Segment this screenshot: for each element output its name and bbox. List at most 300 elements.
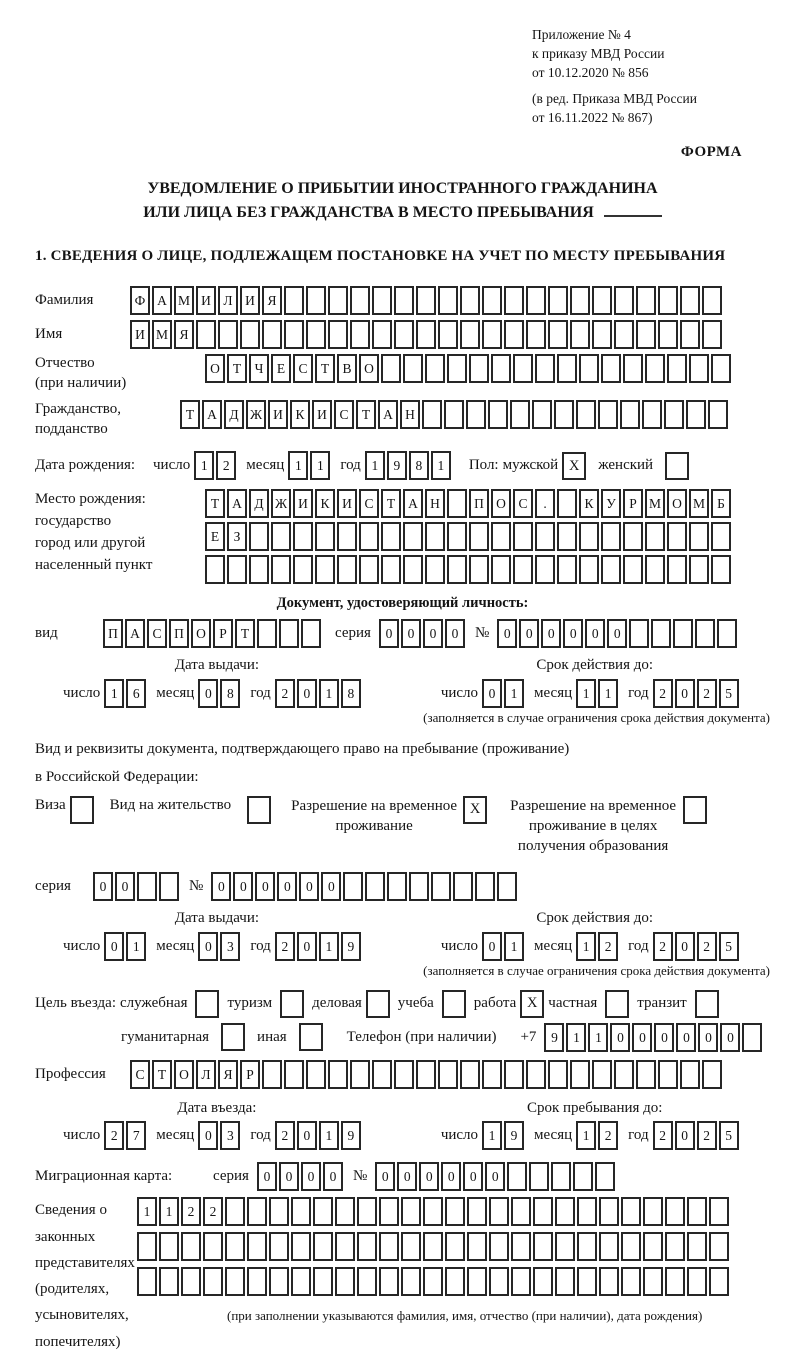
- char-cell[interactable]: [394, 320, 414, 349]
- char-cell[interactable]: [482, 1060, 502, 1089]
- char-cell[interactable]: [551, 1162, 571, 1191]
- char-cell[interactable]: Л: [218, 286, 238, 315]
- char-cell[interactable]: [269, 1267, 289, 1296]
- char-cell[interactable]: [357, 1232, 377, 1261]
- char-cell[interactable]: [225, 1232, 245, 1261]
- char-cell[interactable]: [460, 1060, 480, 1089]
- char-cell[interactable]: [438, 286, 458, 315]
- char-cell[interactable]: 0: [675, 932, 695, 961]
- char-cell[interactable]: [557, 555, 577, 584]
- char-cell[interactable]: [328, 1060, 348, 1089]
- char-cell[interactable]: [614, 320, 634, 349]
- char-cell[interactable]: [614, 286, 634, 315]
- char-cell[interactable]: О: [191, 619, 211, 648]
- char-cell[interactable]: [269, 1197, 289, 1226]
- char-cell[interactable]: [225, 1197, 245, 1226]
- char-cell[interactable]: [642, 400, 662, 429]
- char-cell[interactable]: [460, 320, 480, 349]
- char-cell[interactable]: [513, 555, 533, 584]
- char-cell[interactable]: [533, 1232, 553, 1261]
- char-cell[interactable]: 1: [194, 451, 214, 480]
- char-cell[interactable]: [328, 286, 348, 315]
- purpose-other-checkbox[interactable]: [299, 1023, 323, 1051]
- char-cell[interactable]: 0: [104, 932, 124, 961]
- char-cell[interactable]: [269, 1232, 289, 1261]
- char-cell[interactable]: [357, 1197, 377, 1226]
- char-cell[interactable]: [137, 872, 157, 901]
- char-cell[interactable]: О: [491, 489, 511, 518]
- char-cell[interactable]: 0: [607, 619, 627, 648]
- char-cell[interactable]: [159, 1267, 179, 1296]
- char-cell[interactable]: [489, 1267, 509, 1296]
- char-cell[interactable]: Р: [213, 619, 233, 648]
- char-cell[interactable]: И: [293, 489, 313, 518]
- char-cell[interactable]: [445, 1232, 465, 1261]
- char-cell[interactable]: Н: [425, 489, 445, 518]
- char-cell[interactable]: Ф: [130, 286, 150, 315]
- char-cell[interactable]: [271, 555, 291, 584]
- char-cell[interactable]: И: [240, 286, 260, 315]
- char-cell[interactable]: 1: [288, 451, 308, 480]
- char-cell[interactable]: У: [601, 489, 621, 518]
- char-cell[interactable]: [601, 522, 621, 551]
- char-cell[interactable]: З: [227, 522, 247, 551]
- char-cell[interactable]: Д: [249, 489, 269, 518]
- char-cell[interactable]: [687, 1197, 707, 1226]
- char-cell[interactable]: [445, 1197, 465, 1226]
- char-cell[interactable]: [504, 286, 524, 315]
- char-cell[interactable]: 3: [220, 1121, 240, 1150]
- char-cell[interactable]: 2: [275, 932, 295, 961]
- char-cell[interactable]: 1: [159, 1197, 179, 1226]
- char-cell[interactable]: [257, 619, 277, 648]
- char-cell[interactable]: 0: [401, 619, 421, 648]
- char-cell[interactable]: С: [513, 489, 533, 518]
- char-cell[interactable]: [570, 320, 590, 349]
- char-cell[interactable]: Б: [711, 489, 731, 518]
- char-cell[interactable]: [403, 354, 423, 383]
- char-cell[interactable]: [573, 1162, 593, 1191]
- purpose-business-checkbox[interactable]: [366, 990, 390, 1018]
- char-cell[interactable]: [227, 555, 247, 584]
- char-cell[interactable]: 0: [445, 619, 465, 648]
- char-cell[interactable]: [203, 1267, 223, 1296]
- char-cell[interactable]: 0: [255, 872, 275, 901]
- char-cell[interactable]: [555, 1232, 575, 1261]
- char-cell[interactable]: 5: [719, 1121, 739, 1150]
- char-cell[interactable]: [510, 400, 530, 429]
- purpose-official-checkbox[interactable]: [195, 990, 219, 1018]
- char-cell[interactable]: 3: [220, 932, 240, 961]
- char-cell[interactable]: [271, 522, 291, 551]
- char-cell[interactable]: [293, 555, 313, 584]
- char-cell[interactable]: [548, 320, 568, 349]
- char-cell[interactable]: [425, 555, 445, 584]
- char-cell[interactable]: [447, 522, 467, 551]
- char-cell[interactable]: [284, 320, 304, 349]
- char-cell[interactable]: И: [312, 400, 332, 429]
- char-cell[interactable]: [535, 555, 555, 584]
- char-cell[interactable]: [447, 354, 467, 383]
- char-cell[interactable]: [467, 1232, 487, 1261]
- char-cell[interactable]: [293, 522, 313, 551]
- char-cell[interactable]: [621, 1197, 641, 1226]
- char-cell[interactable]: 0: [482, 679, 502, 708]
- char-cell[interactable]: [489, 1232, 509, 1261]
- char-cell[interactable]: Т: [205, 489, 225, 518]
- char-cell[interactable]: 1: [137, 1197, 157, 1226]
- char-cell[interactable]: [623, 354, 643, 383]
- char-cell[interactable]: [335, 1232, 355, 1261]
- char-cell[interactable]: [680, 286, 700, 315]
- temp-residence-education-checkbox[interactable]: [683, 796, 707, 824]
- char-cell[interactable]: 1: [576, 1121, 596, 1150]
- char-cell[interactable]: [664, 400, 684, 429]
- char-cell[interactable]: 1: [576, 932, 596, 961]
- char-cell[interactable]: [686, 400, 706, 429]
- purpose-transit-checkbox[interactable]: [695, 990, 719, 1018]
- char-cell[interactable]: 5: [719, 679, 739, 708]
- char-cell[interactable]: [475, 872, 495, 901]
- char-cell[interactable]: 1: [482, 1121, 502, 1150]
- char-cell[interactable]: [629, 619, 649, 648]
- char-cell[interactable]: 0: [211, 872, 231, 901]
- char-cell[interactable]: М: [689, 489, 709, 518]
- char-cell[interactable]: [438, 1060, 458, 1089]
- char-cell[interactable]: [526, 1060, 546, 1089]
- char-cell[interactable]: Ж: [246, 400, 266, 429]
- char-cell[interactable]: 0: [610, 1023, 630, 1052]
- char-cell[interactable]: [579, 522, 599, 551]
- char-cell[interactable]: 1: [504, 679, 524, 708]
- char-cell[interactable]: [658, 286, 678, 315]
- char-cell[interactable]: 2: [653, 932, 673, 961]
- char-cell[interactable]: [218, 320, 238, 349]
- char-cell[interactable]: [350, 1060, 370, 1089]
- char-cell[interactable]: [249, 555, 269, 584]
- char-cell[interactable]: [337, 555, 357, 584]
- char-cell[interactable]: [689, 555, 709, 584]
- char-cell[interactable]: [372, 1060, 392, 1089]
- char-cell[interactable]: П: [169, 619, 189, 648]
- char-cell[interactable]: М: [152, 320, 172, 349]
- char-cell[interactable]: А: [227, 489, 247, 518]
- char-cell[interactable]: [599, 1232, 619, 1261]
- char-cell[interactable]: 2: [697, 1121, 717, 1150]
- char-cell[interactable]: [623, 555, 643, 584]
- char-cell[interactable]: [381, 522, 401, 551]
- char-cell[interactable]: [445, 1267, 465, 1296]
- char-cell[interactable]: [401, 1267, 421, 1296]
- char-cell[interactable]: [438, 320, 458, 349]
- char-cell[interactable]: [247, 1197, 267, 1226]
- char-cell[interactable]: 0: [441, 1162, 461, 1191]
- char-cell[interactable]: [403, 522, 423, 551]
- char-cell[interactable]: С: [293, 354, 313, 383]
- char-cell[interactable]: 1: [504, 932, 524, 961]
- char-cell[interactable]: Т: [152, 1060, 172, 1089]
- char-cell[interactable]: Д: [224, 400, 244, 429]
- char-cell[interactable]: 0: [397, 1162, 417, 1191]
- char-cell[interactable]: 0: [485, 1162, 505, 1191]
- char-cell[interactable]: [643, 1232, 663, 1261]
- char-cell[interactable]: 0: [233, 872, 253, 901]
- char-cell[interactable]: [645, 555, 665, 584]
- char-cell[interactable]: [592, 286, 612, 315]
- char-cell[interactable]: [636, 320, 656, 349]
- char-cell[interactable]: О: [174, 1060, 194, 1089]
- char-cell[interactable]: [513, 522, 533, 551]
- char-cell[interactable]: [467, 1267, 487, 1296]
- char-cell[interactable]: 2: [275, 679, 295, 708]
- char-cell[interactable]: [665, 1232, 685, 1261]
- char-cell[interactable]: Ж: [271, 489, 291, 518]
- char-cell[interactable]: [645, 522, 665, 551]
- char-cell[interactable]: 9: [387, 451, 407, 480]
- char-cell[interactable]: 0: [323, 1162, 343, 1191]
- char-cell[interactable]: [359, 555, 379, 584]
- char-cell[interactable]: 0: [279, 1162, 299, 1191]
- char-cell[interactable]: С: [359, 489, 379, 518]
- char-cell[interactable]: [658, 1060, 678, 1089]
- char-cell[interactable]: [387, 872, 407, 901]
- char-cell[interactable]: [491, 522, 511, 551]
- char-cell[interactable]: [357, 1267, 377, 1296]
- char-cell[interactable]: К: [290, 400, 310, 429]
- char-cell[interactable]: [394, 1060, 414, 1089]
- char-cell[interactable]: 1: [598, 679, 618, 708]
- char-cell[interactable]: [247, 1267, 267, 1296]
- purpose-work-checkbox[interactable]: X: [520, 990, 544, 1018]
- char-cell[interactable]: О: [205, 354, 225, 383]
- char-cell[interactable]: [401, 1197, 421, 1226]
- char-cell[interactable]: [159, 1232, 179, 1261]
- char-cell[interactable]: 1: [566, 1023, 586, 1052]
- char-cell[interactable]: 2: [216, 451, 236, 480]
- char-cell[interactable]: 8: [220, 679, 240, 708]
- residence-permit-checkbox[interactable]: [247, 796, 271, 824]
- char-cell[interactable]: [711, 555, 731, 584]
- char-cell[interactable]: П: [469, 489, 489, 518]
- char-cell[interactable]: [665, 1267, 685, 1296]
- char-cell[interactable]: [181, 1232, 201, 1261]
- char-cell[interactable]: 2: [598, 1121, 618, 1150]
- char-cell[interactable]: [535, 522, 555, 551]
- char-cell[interactable]: [425, 522, 445, 551]
- char-cell[interactable]: [453, 872, 473, 901]
- char-cell[interactable]: 0: [299, 872, 319, 901]
- char-cell[interactable]: [262, 320, 282, 349]
- char-cell[interactable]: [313, 1267, 333, 1296]
- char-cell[interactable]: [504, 320, 524, 349]
- char-cell[interactable]: [592, 1060, 612, 1089]
- char-cell[interactable]: [137, 1267, 157, 1296]
- char-cell[interactable]: [409, 872, 429, 901]
- char-cell[interactable]: [447, 489, 467, 518]
- char-cell[interactable]: 0: [115, 872, 135, 901]
- char-cell[interactable]: [379, 1232, 399, 1261]
- char-cell[interactable]: 2: [598, 932, 618, 961]
- char-cell[interactable]: [577, 1232, 597, 1261]
- char-cell[interactable]: [335, 1197, 355, 1226]
- char-cell[interactable]: [315, 555, 335, 584]
- char-cell[interactable]: [533, 1197, 553, 1226]
- char-cell[interactable]: [513, 354, 533, 383]
- char-cell[interactable]: [695, 619, 715, 648]
- char-cell[interactable]: И: [196, 286, 216, 315]
- char-cell[interactable]: [643, 1197, 663, 1226]
- char-cell[interactable]: [687, 1267, 707, 1296]
- char-cell[interactable]: [526, 320, 546, 349]
- char-cell[interactable]: [225, 1267, 245, 1296]
- char-cell[interactable]: 0: [519, 619, 539, 648]
- char-cell[interactable]: [579, 354, 599, 383]
- char-cell[interactable]: 0: [419, 1162, 439, 1191]
- char-cell[interactable]: [601, 555, 621, 584]
- char-cell[interactable]: .: [535, 489, 555, 518]
- char-cell[interactable]: [689, 354, 709, 383]
- char-cell[interactable]: [423, 1197, 443, 1226]
- char-cell[interactable]: [709, 1232, 729, 1261]
- char-cell[interactable]: Т: [235, 619, 255, 648]
- char-cell[interactable]: [667, 555, 687, 584]
- char-cell[interactable]: [598, 400, 618, 429]
- char-cell[interactable]: 2: [697, 679, 717, 708]
- char-cell[interactable]: [689, 522, 709, 551]
- char-cell[interactable]: К: [315, 489, 335, 518]
- char-cell[interactable]: [313, 1232, 333, 1261]
- char-cell[interactable]: [717, 619, 737, 648]
- char-cell[interactable]: [673, 619, 693, 648]
- char-cell[interactable]: [504, 1060, 524, 1089]
- char-cell[interactable]: [306, 1060, 326, 1089]
- char-cell[interactable]: О: [359, 354, 379, 383]
- char-cell[interactable]: [350, 286, 370, 315]
- char-cell[interactable]: 0: [277, 872, 297, 901]
- char-cell[interactable]: 7: [126, 1121, 146, 1150]
- char-cell[interactable]: 0: [654, 1023, 674, 1052]
- visa-checkbox[interactable]: [70, 796, 94, 824]
- char-cell[interactable]: [529, 1162, 549, 1191]
- char-cell[interactable]: [425, 354, 445, 383]
- char-cell[interactable]: [620, 400, 640, 429]
- char-cell[interactable]: [196, 320, 216, 349]
- char-cell[interactable]: Т: [381, 489, 401, 518]
- char-cell[interactable]: [423, 1267, 443, 1296]
- char-cell[interactable]: [711, 522, 731, 551]
- gender-male-checkbox[interactable]: X: [562, 452, 586, 480]
- char-cell[interactable]: 0: [675, 679, 695, 708]
- char-cell[interactable]: 1: [431, 451, 451, 480]
- char-cell[interactable]: 0: [463, 1162, 483, 1191]
- char-cell[interactable]: 0: [321, 872, 341, 901]
- char-cell[interactable]: 0: [720, 1023, 740, 1052]
- char-cell[interactable]: С: [130, 1060, 150, 1089]
- char-cell[interactable]: 0: [301, 1162, 321, 1191]
- char-cell[interactable]: 0: [423, 619, 443, 648]
- char-cell[interactable]: [577, 1267, 597, 1296]
- char-cell[interactable]: [680, 1060, 700, 1089]
- char-cell[interactable]: [205, 555, 225, 584]
- char-cell[interactable]: [469, 522, 489, 551]
- char-cell[interactable]: [423, 1232, 443, 1261]
- char-cell[interactable]: [240, 320, 260, 349]
- char-cell[interactable]: [247, 1232, 267, 1261]
- char-cell[interactable]: И: [130, 320, 150, 349]
- char-cell[interactable]: [491, 354, 511, 383]
- char-cell[interactable]: Я: [262, 286, 282, 315]
- char-cell[interactable]: [469, 555, 489, 584]
- char-cell[interactable]: 0: [198, 679, 218, 708]
- char-cell[interactable]: 0: [198, 1121, 218, 1150]
- char-cell[interactable]: [467, 1197, 487, 1226]
- char-cell[interactable]: [623, 522, 643, 551]
- char-cell[interactable]: А: [403, 489, 423, 518]
- char-cell[interactable]: И: [268, 400, 288, 429]
- char-cell[interactable]: [372, 286, 392, 315]
- char-cell[interactable]: 0: [497, 619, 517, 648]
- char-cell[interactable]: [482, 320, 502, 349]
- char-cell[interactable]: 0: [482, 932, 502, 961]
- char-cell[interactable]: 1: [588, 1023, 608, 1052]
- char-cell[interactable]: В: [337, 354, 357, 383]
- char-cell[interactable]: [557, 489, 577, 518]
- char-cell[interactable]: 2: [653, 679, 673, 708]
- char-cell[interactable]: [488, 400, 508, 429]
- char-cell[interactable]: 0: [297, 1121, 317, 1150]
- char-cell[interactable]: [403, 555, 423, 584]
- char-cell[interactable]: [447, 555, 467, 584]
- char-cell[interactable]: [709, 1267, 729, 1296]
- temp-residence-checkbox[interactable]: X: [463, 796, 487, 824]
- char-cell[interactable]: [284, 1060, 304, 1089]
- char-cell[interactable]: [284, 286, 304, 315]
- char-cell[interactable]: [315, 522, 335, 551]
- char-cell[interactable]: [416, 286, 436, 315]
- char-cell[interactable]: 9: [341, 1121, 361, 1150]
- char-cell[interactable]: 2: [203, 1197, 223, 1226]
- char-cell[interactable]: [291, 1197, 311, 1226]
- char-cell[interactable]: [291, 1232, 311, 1261]
- char-cell[interactable]: [601, 354, 621, 383]
- char-cell[interactable]: [599, 1267, 619, 1296]
- char-cell[interactable]: [507, 1162, 527, 1191]
- char-cell[interactable]: [394, 286, 414, 315]
- char-cell[interactable]: Т: [356, 400, 376, 429]
- char-cell[interactable]: [557, 354, 577, 383]
- char-cell[interactable]: 9: [544, 1023, 564, 1052]
- char-cell[interactable]: [532, 400, 552, 429]
- char-cell[interactable]: [381, 555, 401, 584]
- char-cell[interactable]: [742, 1023, 762, 1052]
- gender-female-checkbox[interactable]: [665, 452, 689, 480]
- char-cell[interactable]: [137, 1232, 157, 1261]
- char-cell[interactable]: А: [125, 619, 145, 648]
- char-cell[interactable]: Л: [196, 1060, 216, 1089]
- char-cell[interactable]: [482, 286, 502, 315]
- char-cell[interactable]: М: [174, 286, 194, 315]
- char-cell[interactable]: [708, 400, 728, 429]
- char-cell[interactable]: 1: [319, 1121, 339, 1150]
- char-cell[interactable]: [249, 522, 269, 551]
- char-cell[interactable]: 0: [375, 1162, 395, 1191]
- char-cell[interactable]: 2: [697, 932, 717, 961]
- char-cell[interactable]: [511, 1232, 531, 1261]
- char-cell[interactable]: [511, 1267, 531, 1296]
- char-cell[interactable]: [554, 400, 574, 429]
- char-cell[interactable]: [570, 286, 590, 315]
- char-cell[interactable]: [469, 354, 489, 383]
